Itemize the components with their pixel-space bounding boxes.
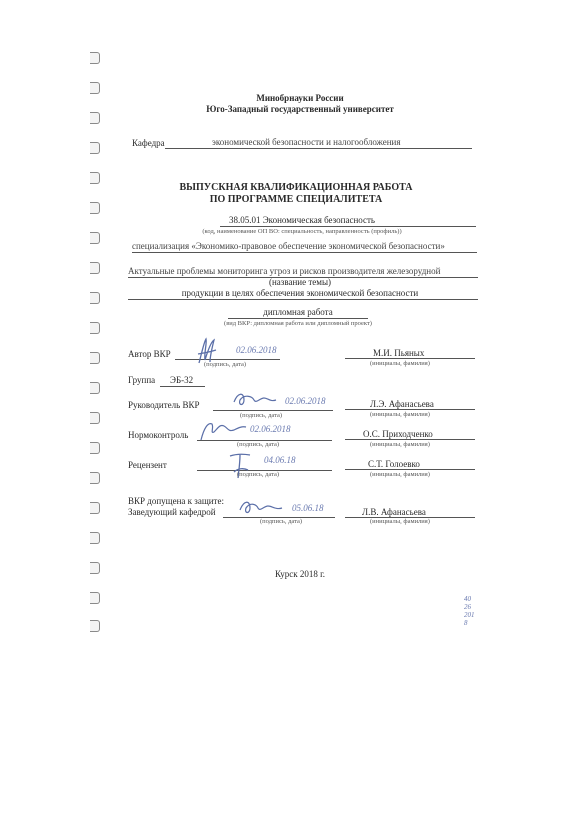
binding-hole <box>90 322 100 334</box>
reviewer-date: 04.06.18 <box>264 455 296 465</box>
binding-hole <box>90 172 100 184</box>
binding-hole <box>90 262 100 274</box>
topic-underline-2 <box>128 299 478 300</box>
reviewer-name-line <box>345 469 475 470</box>
binding-hole <box>90 620 100 632</box>
normcontrol-date: 02.06.2018 <box>250 424 291 434</box>
head-of-department-label: Заведующий кафедрой <box>128 507 216 517</box>
program-underline <box>220 226 476 227</box>
binding-hole <box>90 142 100 154</box>
binding-hole <box>90 592 100 604</box>
topic-caption: (название темы) <box>268 277 332 287</box>
binding-hole <box>90 472 100 484</box>
normcontrol-name-caption: (инициалы, фамилия) <box>370 441 430 448</box>
document-title: ВЫПУСКНАЯ КВАЛИФИКАЦИОННАЯ РАБОТА <box>179 182 413 193</box>
supervisor-date: 02.06.2018 <box>285 396 326 406</box>
normcontrol-label: Нормоконтроль <box>128 430 189 440</box>
department-label: Кафедра <box>132 138 165 148</box>
binding-hole <box>90 502 100 514</box>
author-name-caption: (инициалы, фамилия) <box>370 360 430 367</box>
specialization: специализация «Экономико-правовое обеспечение экономической безопасности» <box>132 241 445 251</box>
work-type: дипломная работа <box>263 307 333 317</box>
author-sign-line <box>175 359 280 360</box>
head-signature <box>236 498 284 518</box>
binding-hole <box>90 442 100 454</box>
author-name-line <box>345 358 475 359</box>
department-underline <box>165 148 472 149</box>
author-label: Автор ВКР <box>128 349 171 359</box>
supervisor-name: Л.Э. Афанасьева <box>370 399 434 409</box>
binding-hole <box>90 82 100 94</box>
program-value: 38.05.01 Экономическая безопасность <box>228 215 376 225</box>
head-date: 05.06.18 <box>292 503 324 513</box>
binding-hole <box>90 202 100 214</box>
margin-handwritten-note: 40 26 2018 <box>464 595 475 627</box>
topic-line-1: Актуальные проблемы мониторинга угроз и рисков производителя железорудной <box>128 266 441 276</box>
head-sig-caption: (подпись, дата) <box>260 518 303 525</box>
topic-line-2: продукции в целях обеспечения экономической безопасности <box>181 288 419 298</box>
supervisor-sig-caption: (подпись, дата) <box>240 412 283 419</box>
binding-hole <box>90 562 100 574</box>
binding-hole <box>90 52 100 64</box>
author-name: М.И. Пьяных <box>373 348 425 358</box>
reviewer-label: Рецензент <box>128 460 167 470</box>
work-type-caption: (вид ВКР: дипломная работа или дипломный проект) <box>224 320 372 327</box>
group-value: ЭБ-32 <box>170 375 194 385</box>
binding-hole <box>90 232 100 244</box>
head-name: Л.В. Афанасьева <box>362 507 426 517</box>
binding-hole <box>90 382 100 394</box>
normcontrol-name: О.С. Приходченко <box>363 429 433 439</box>
defense-admission: ВКР допущена к защите: <box>128 496 224 506</box>
city-year: Курск 2018 г. <box>274 569 326 579</box>
specialization-underline <box>132 252 477 253</box>
group-underline <box>160 386 205 387</box>
ministry-name: Минобрнауки России <box>256 93 344 103</box>
spiral-binding <box>86 30 106 630</box>
binding-hole <box>90 352 100 364</box>
department-value: экономической безопасности и налогообложения <box>212 137 401 147</box>
university-name: Юго-Западный государственный университет <box>206 104 394 114</box>
work-type-underline <box>228 318 368 319</box>
supervisor-sign-line <box>213 410 333 411</box>
head-name-caption: (инициалы, фамилия) <box>370 518 430 525</box>
normcontrol-name-line <box>345 439 475 440</box>
supervisor-name-caption: (инициалы, фамилия) <box>370 411 430 418</box>
reviewer-name-caption: (инициалы, фамилия) <box>370 471 430 478</box>
binding-hole <box>90 292 100 304</box>
reviewer-sig-caption: (подпись, дата) <box>237 471 280 478</box>
group-label: Группа <box>128 375 156 385</box>
supervisor-signature <box>230 390 280 410</box>
binding-hole <box>90 412 100 424</box>
binding-hole <box>90 112 100 124</box>
program-caption: (код, наименование ОП ВО: специальность, направленность (профиль)) <box>202 228 402 235</box>
normcontrol-sig-caption: (подпись, дата) <box>237 441 280 448</box>
author-date: 02.06.2018 <box>236 345 277 355</box>
binding-hole <box>90 532 100 544</box>
document-subtitle: ПО ПРОГРАММЕ СПЕЦИАЛИТЕТА <box>209 194 383 205</box>
author-sig-caption: (подпись, дата) <box>204 361 247 368</box>
supervisor-name-line <box>345 409 475 410</box>
reviewer-name: С.Т. Голоевко <box>368 459 420 469</box>
supervisor-label: Руководитель ВКР <box>128 400 200 410</box>
